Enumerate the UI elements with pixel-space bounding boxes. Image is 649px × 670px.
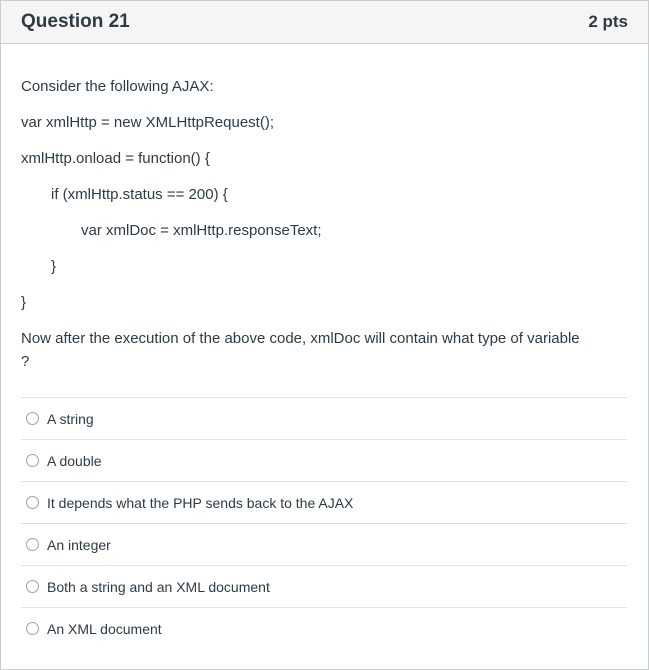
radio-button-icon[interactable] [26,622,39,635]
code-line-5: } [51,258,57,275]
answer-option[interactable] [21,397,627,439]
answer-label: A string [47,410,94,427]
question-prompt-line-1: Now after the execution of the above code, xmlDoc will contain what type of variable [21,330,580,347]
radio-button-icon[interactable] [26,454,39,467]
answer-option[interactable] [21,523,627,565]
code-line-6: } [21,294,27,311]
answer-option[interactable] [21,439,627,481]
code-line-3: if (xmlHttp.status == 200) { [51,186,228,203]
question-prompt-line-2: ? [21,353,30,370]
answer-option[interactable] [21,607,627,649]
answer-label: Both a string and an XML document [47,578,270,595]
answer-option[interactable] [21,565,627,607]
answer-label: A double [47,452,102,469]
question-title: Question 21 [21,11,130,32]
answer-option[interactable] [21,481,627,523]
question-text-intro: Consider the following AJAX: [21,78,214,95]
radio-button-icon[interactable] [26,412,39,425]
answer-label: It depends what the PHP sends back to the AJAX [47,494,354,511]
answer-list [21,397,627,649]
code-line-1: var xmlHttp = new XMLHttpRequest(); [21,114,275,131]
radio-button-icon[interactable] [26,538,39,551]
radio-button-icon[interactable] [26,580,39,593]
question-header [1,1,648,44]
question-points: 2 pts [588,12,628,31]
radio-button-icon[interactable] [26,496,39,509]
answer-label: An XML document [47,620,162,637]
answer-label: An integer [47,536,111,553]
code-line-2: xmlHttp.onload = function() { [21,150,210,167]
code-line-4: var xmlDoc = xmlHttp.responseText; [81,222,322,239]
